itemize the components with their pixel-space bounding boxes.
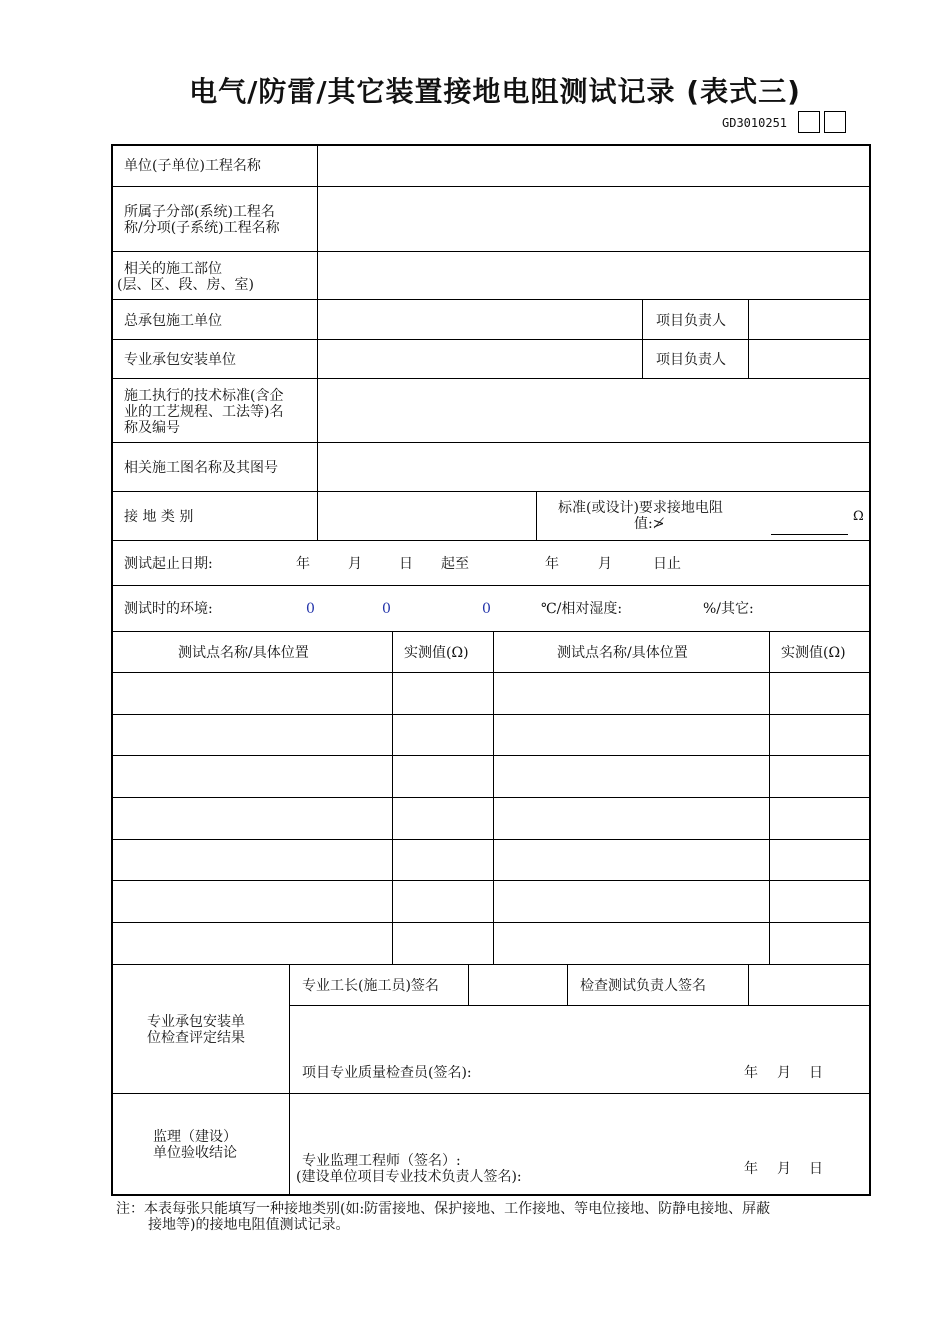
col-divider <box>748 299 749 379</box>
row-divider <box>112 339 870 340</box>
footnote-line-2: 接地等)的接地电阻值测试记录。 <box>148 1217 350 1233</box>
row-divider <box>112 186 870 187</box>
supervision-section-label-line2: 单位验收结论 <box>153 1145 237 1161</box>
date-month-start: 月 <box>348 556 362 572</box>
row-divider <box>112 1093 870 1094</box>
col-divider <box>748 964 749 1006</box>
resistance-value-underline[interactable] <box>771 534 848 535</box>
row-divider <box>112 714 870 715</box>
standard-label-line3: 称及编号 <box>124 420 180 436</box>
inspection-section-label: 专业承包安装单 <box>147 1014 245 1030</box>
row-divider <box>289 1005 870 1006</box>
form-code: GD3010251 <box>722 116 788 130</box>
unit-project-label: 单位(子单位)工程名称 <box>124 158 261 174</box>
date-year-end: 年 <box>545 556 559 572</box>
col-divider <box>392 631 393 965</box>
supervision-year: 年 <box>744 1161 758 1177</box>
col-divider <box>769 631 770 965</box>
page-title: 电气/防雷/其它装置接地电阻测试记录 (表式三) <box>189 75 801 108</box>
code-box-1[interactable] <box>798 111 820 133</box>
project-manager-label: 项目负责人 <box>656 313 726 329</box>
row-divider <box>112 880 870 881</box>
col-divider <box>642 299 643 379</box>
row-divider <box>112 251 870 252</box>
inspection-day: 日 <box>809 1065 823 1081</box>
date-from-to: 起至 <box>441 556 469 572</box>
environment-label: 测试时的环境: <box>124 601 213 617</box>
row-divider <box>112 299 870 300</box>
date-day-end: 日止 <box>653 556 681 572</box>
test-lead-signature-label: 检查测试负责人签名 <box>580 978 706 994</box>
col-test-point-1: 测试点名称/具体位置 <box>178 645 309 661</box>
footnote-line-1: 注：本表每张只能填写一种接地类别(如:防雷接地、保护接地、工作接地、等电位接地、防静电接地、屏蔽 <box>116 1201 771 1217</box>
owner-signature-label: (建设单位项目专业技术负责人签名): <box>296 1169 522 1185</box>
row-divider <box>112 631 870 632</box>
col-measured-value-2: 实测值(Ω) <box>781 645 846 661</box>
date-year-start: 年 <box>296 556 310 572</box>
ohm-unit: Ω <box>853 509 864 524</box>
col-divider <box>317 145 318 541</box>
col-test-point-2: 测试点名称/具体位置 <box>557 645 688 661</box>
row-divider <box>112 797 870 798</box>
other-label: %/其它: <box>703 601 754 617</box>
code-box-2[interactable] <box>824 111 846 133</box>
row-divider <box>112 672 870 673</box>
row-divider <box>112 378 870 379</box>
required-resistance-label-line2: 值:≯ <box>634 516 665 532</box>
environment-value-3: 0 <box>482 601 491 617</box>
col-divider <box>493 631 494 965</box>
col-divider <box>468 964 469 1006</box>
grounding-type-label: 接 地 类 别 <box>124 509 194 525</box>
inspection-year: 年 <box>744 1065 758 1081</box>
date-day-start: 日 <box>399 556 413 572</box>
standard-label-line2: 业的工艺规程、工法等)名 <box>124 404 284 420</box>
sub-project-label: 所属子分部(系统)工程名 <box>124 204 275 220</box>
required-resistance-label: 标准(或设计)要求接地电阻 <box>558 500 723 516</box>
row-divider <box>112 585 870 586</box>
supervision-section-label: 监理（建设） <box>153 1129 237 1145</box>
inspection-month: 月 <box>777 1065 791 1081</box>
specialty-contractor-label: 专业承包安装单位 <box>124 352 236 368</box>
row-divider <box>112 964 870 965</box>
col-measured-value-1: 实测值(Ω) <box>404 645 469 661</box>
col-divider <box>567 964 568 1006</box>
temperature-humidity-label: ℃/相对湿度: <box>541 601 623 617</box>
col-divider <box>289 964 290 1195</box>
sub-project-label-line2: 称/分项(子系统)工程名称 <box>124 220 280 236</box>
drawing-label: 相关施工图名称及其图号 <box>124 460 278 476</box>
location-label: 相关的施工部位 <box>124 261 222 277</box>
row-divider <box>112 755 870 756</box>
general-contractor-label: 总承包施工单位 <box>124 313 222 329</box>
test-date-label: 测试起止日期: <box>124 556 213 572</box>
foreman-signature-label: 专业工长(施工员)签名 <box>302 978 439 994</box>
standard-label: 施工执行的技术标准(含企 <box>124 388 284 404</box>
quality-inspector-label: 项目专业质量检查员(签名): <box>302 1065 472 1081</box>
location-label-line2: (层、区、段、房、室) <box>117 277 254 293</box>
environment-value-2: 0 <box>382 601 391 617</box>
date-month-end: 月 <box>598 556 612 572</box>
inspection-section-label-line2: 位检查评定结果 <box>147 1030 245 1046</box>
supervision-month: 月 <box>777 1161 791 1177</box>
row-divider <box>112 491 870 492</box>
project-manager-label-2: 项目负责人 <box>656 352 726 368</box>
row-divider <box>112 922 870 923</box>
row-divider <box>112 839 870 840</box>
row-divider <box>112 442 870 443</box>
supervisor-signature-label: 专业监理工程师（签名）: <box>302 1153 461 1169</box>
environment-value-1: 0 <box>306 601 315 617</box>
supervision-day: 日 <box>809 1161 823 1177</box>
col-divider <box>536 491 537 541</box>
row-divider <box>112 540 870 541</box>
